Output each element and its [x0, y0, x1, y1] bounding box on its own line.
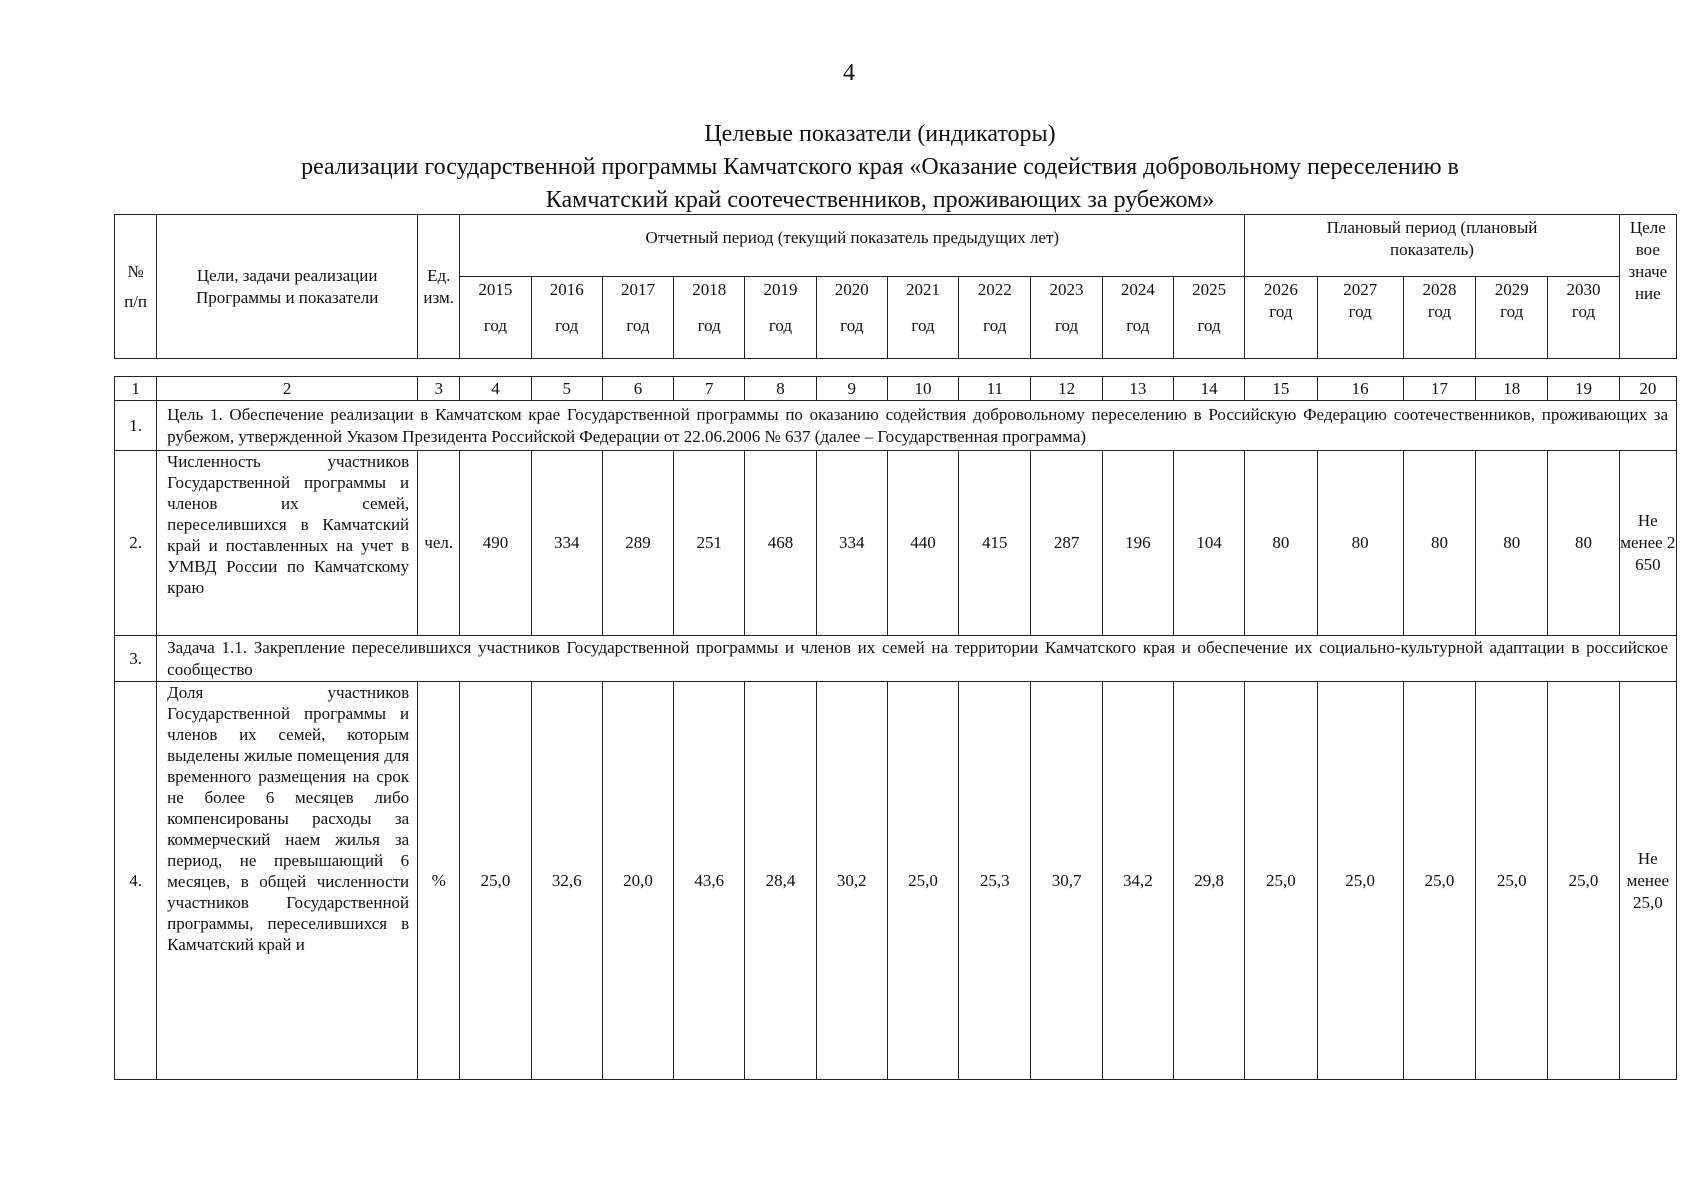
indicator-value-2023: 30,7	[1031, 682, 1102, 1080]
indicator-value-2022: 25,3	[959, 682, 1031, 1080]
year-header-2019	[745, 277, 816, 359]
year-word: год	[1197, 316, 1221, 335]
column-number: 13	[1102, 377, 1173, 401]
document-title	[150, 118, 1610, 217]
column-number: 4	[460, 377, 531, 401]
year-label: 2017	[620, 280, 655, 299]
year-header-2021	[887, 277, 958, 359]
year-label: 2022	[977, 280, 1012, 299]
year-word: год	[555, 316, 579, 335]
header-num	[115, 215, 157, 359]
year-word: год	[983, 316, 1007, 335]
year-label: 2030	[1566, 280, 1601, 299]
column-number: 1	[115, 377, 157, 401]
indicator-value-2020: 30,2	[816, 682, 887, 1080]
year-header-2015	[460, 277, 531, 359]
indicator-text: Доля участников Государственной программы и членов их семей, которым выделены жилые помещения для временного размещения на срок не более 6 месяцев либо компенсированы расходы за коммерческий наем жилья за период, не превышающий 6 месяцев, в общей численности участников Государственной программы, переселившихся в Камчатский край и	[157, 682, 418, 1080]
year-header-2027	[1317, 277, 1403, 359]
column-number: 10	[887, 377, 958, 401]
column-number: 6	[602, 377, 673, 401]
indicator-value-2024: 196	[1102, 451, 1173, 636]
year-header-2018	[674, 277, 745, 359]
indicator-value-2027: 80	[1317, 451, 1403, 636]
indicator-value-2015: 25,0	[460, 682, 531, 1080]
year-word: год	[1269, 302, 1293, 321]
goal-text: Цель 1. Обеспечение реализации в Камчатском крае Государственной программы по оказанию содействия добровольному переселению в Российскую Федерацию соотечественников, проживающих за рубежом, утвержденной Указом Президента Российской Федерации от 22.06.2006 № 637 (далее – Государственная программа)	[157, 401, 1677, 451]
year-header-2020	[816, 277, 887, 359]
year-word: год	[911, 316, 935, 335]
year-label: 2016	[549, 280, 584, 299]
year-word: год	[840, 316, 864, 335]
year-label: 2027	[1343, 280, 1378, 299]
row-number: 4.	[115, 682, 157, 1080]
target-value: Не менее 25,0	[1619, 682, 1676, 1080]
indicator-value-2018: 251	[674, 451, 745, 636]
header-goals: Цели, задачи реализации Программы и показатели	[157, 215, 418, 359]
column-number: 2	[157, 377, 418, 401]
year-label: 2021	[906, 280, 941, 299]
year-label: 2026	[1263, 280, 1298, 299]
indicator-value-2026: 80	[1245, 451, 1317, 636]
indicator-value-2026: 25,0	[1245, 682, 1317, 1080]
year-label: 2029	[1494, 280, 1529, 299]
year-header-2016	[531, 277, 602, 359]
indicator-value-2022: 415	[959, 451, 1031, 636]
indicator-value-2029: 80	[1476, 451, 1548, 636]
indicator-value-2019: 28,4	[745, 682, 816, 1080]
year-label: 2025	[1192, 280, 1227, 299]
indicator-value-2023: 287	[1031, 451, 1102, 636]
year-word: год	[768, 316, 793, 335]
indicator-value-2021: 440	[887, 451, 958, 636]
indicator-value-2020: 334	[816, 451, 887, 636]
task-text: Задача 1.1. Закрепление переселившихся участников Государственной программы и членов их семей на территории Камчатского края и обеспечение их социально-культурной адаптации в российское сообщество	[157, 636, 1677, 682]
year-header-2024	[1102, 277, 1173, 359]
row-number: 3.	[115, 636, 157, 682]
column-number: 11	[959, 377, 1031, 401]
column-number: 20	[1619, 377, 1676, 401]
indicator-value-2030: 25,0	[1548, 682, 1619, 1080]
year-word: год	[697, 316, 721, 335]
table-row	[115, 682, 1677, 1080]
indicator-value-2016: 334	[531, 451, 602, 636]
indicator-value-2025: 104	[1173, 451, 1244, 636]
column-number: 8	[745, 377, 816, 401]
year-label: 2023	[1049, 280, 1084, 299]
header-planned-period: Плановый период (плановый показатель)	[1245, 215, 1619, 277]
title-line-2: реализации государственной программы Камчатского края «Оказание содействия добровольному переселению в	[301, 154, 1459, 180]
indicator-value-2017: 289	[602, 451, 673, 636]
indicator-value-2025: 29,8	[1173, 682, 1244, 1080]
header-num-sub: п/п	[124, 291, 148, 311]
indicator-value-2016: 32,6	[531, 682, 602, 1080]
header-reporting-period: Отчетный период (текущий показатель предыдущих лет)	[460, 215, 1245, 277]
indicator-text: Численность участников Государственной программы и членов их семей, переселившихся в Камчатский край и поставленных на учет в УМВД России по Камчатскому краю	[157, 451, 418, 636]
header-unit: Ед. изм.	[418, 215, 460, 359]
year-word: год	[1427, 302, 1452, 321]
page-number: 4	[843, 60, 855, 86]
year-word: год	[1571, 302, 1596, 321]
year-label: 2019	[763, 280, 798, 299]
indicator-value-2028: 80	[1403, 451, 1475, 636]
column-number: 19	[1548, 377, 1619, 401]
indicator-value-2027: 25,0	[1317, 682, 1403, 1080]
column-number: 3	[418, 377, 460, 401]
year-label: 2020	[834, 280, 869, 299]
row-number: 2.	[115, 451, 157, 636]
column-number: 15	[1245, 377, 1317, 401]
header-target-value: Целе вое значе ние	[1619, 215, 1676, 359]
indicator-value-2017: 20,0	[602, 682, 673, 1080]
year-header-2023	[1031, 277, 1102, 359]
column-number: 9	[816, 377, 887, 401]
indicator-value-2018: 43,6	[674, 682, 745, 1080]
row-number: 1.	[115, 401, 157, 451]
column-number: 17	[1403, 377, 1475, 401]
indicator-value-2015: 490	[460, 451, 531, 636]
indicator-value-2029: 25,0	[1476, 682, 1548, 1080]
year-label: 2015	[478, 280, 513, 299]
table-row	[115, 451, 1677, 636]
year-label: 2028	[1422, 280, 1457, 299]
year-header-2029	[1476, 277, 1548, 359]
column-number: 12	[1031, 377, 1102, 401]
title-line-1: Целевые показатели (индикаторы)	[704, 121, 1056, 147]
indicator-value-2028: 25,0	[1403, 682, 1475, 1080]
indicator-value-2019: 468	[745, 451, 816, 636]
column-number: 7	[674, 377, 745, 401]
year-header-2025	[1173, 277, 1244, 359]
column-number: 16	[1317, 377, 1403, 401]
column-number: 18	[1476, 377, 1548, 401]
year-word: год	[483, 316, 508, 335]
header-table	[114, 214, 1677, 359]
title-line-3: Камчатский край соотечественников, проживающих за рубежом»	[545, 187, 1215, 213]
year-word: год	[1126, 316, 1150, 335]
indicator-value-2021: 25,0	[887, 682, 958, 1080]
column-numbers-row	[115, 377, 1677, 401]
column-number: 14	[1173, 377, 1244, 401]
year-word: год	[626, 316, 650, 335]
indicators-table	[114, 376, 1677, 1080]
year-word: год	[1500, 302, 1524, 321]
year-header-2017	[602, 277, 673, 359]
table-row	[115, 401, 1677, 451]
year-header-2030	[1548, 277, 1619, 359]
year-header-2022	[959, 277, 1031, 359]
year-label: 2018	[692, 280, 727, 299]
indicator-unit: %	[418, 682, 460, 1080]
header-num-symbol: №	[127, 261, 144, 281]
year-label: 2024	[1120, 280, 1155, 299]
column-number: 5	[531, 377, 602, 401]
target-value: Не менее 2 650	[1619, 451, 1676, 636]
year-word: год	[1348, 302, 1372, 321]
year-word: год	[1054, 316, 1079, 335]
year-header-2026	[1245, 277, 1317, 359]
indicator-unit: чел.	[418, 451, 460, 636]
indicator-value-2024: 34,2	[1102, 682, 1173, 1080]
year-header-2028	[1403, 277, 1475, 359]
indicator-value-2030: 80	[1548, 451, 1619, 636]
table-row	[115, 636, 1677, 682]
